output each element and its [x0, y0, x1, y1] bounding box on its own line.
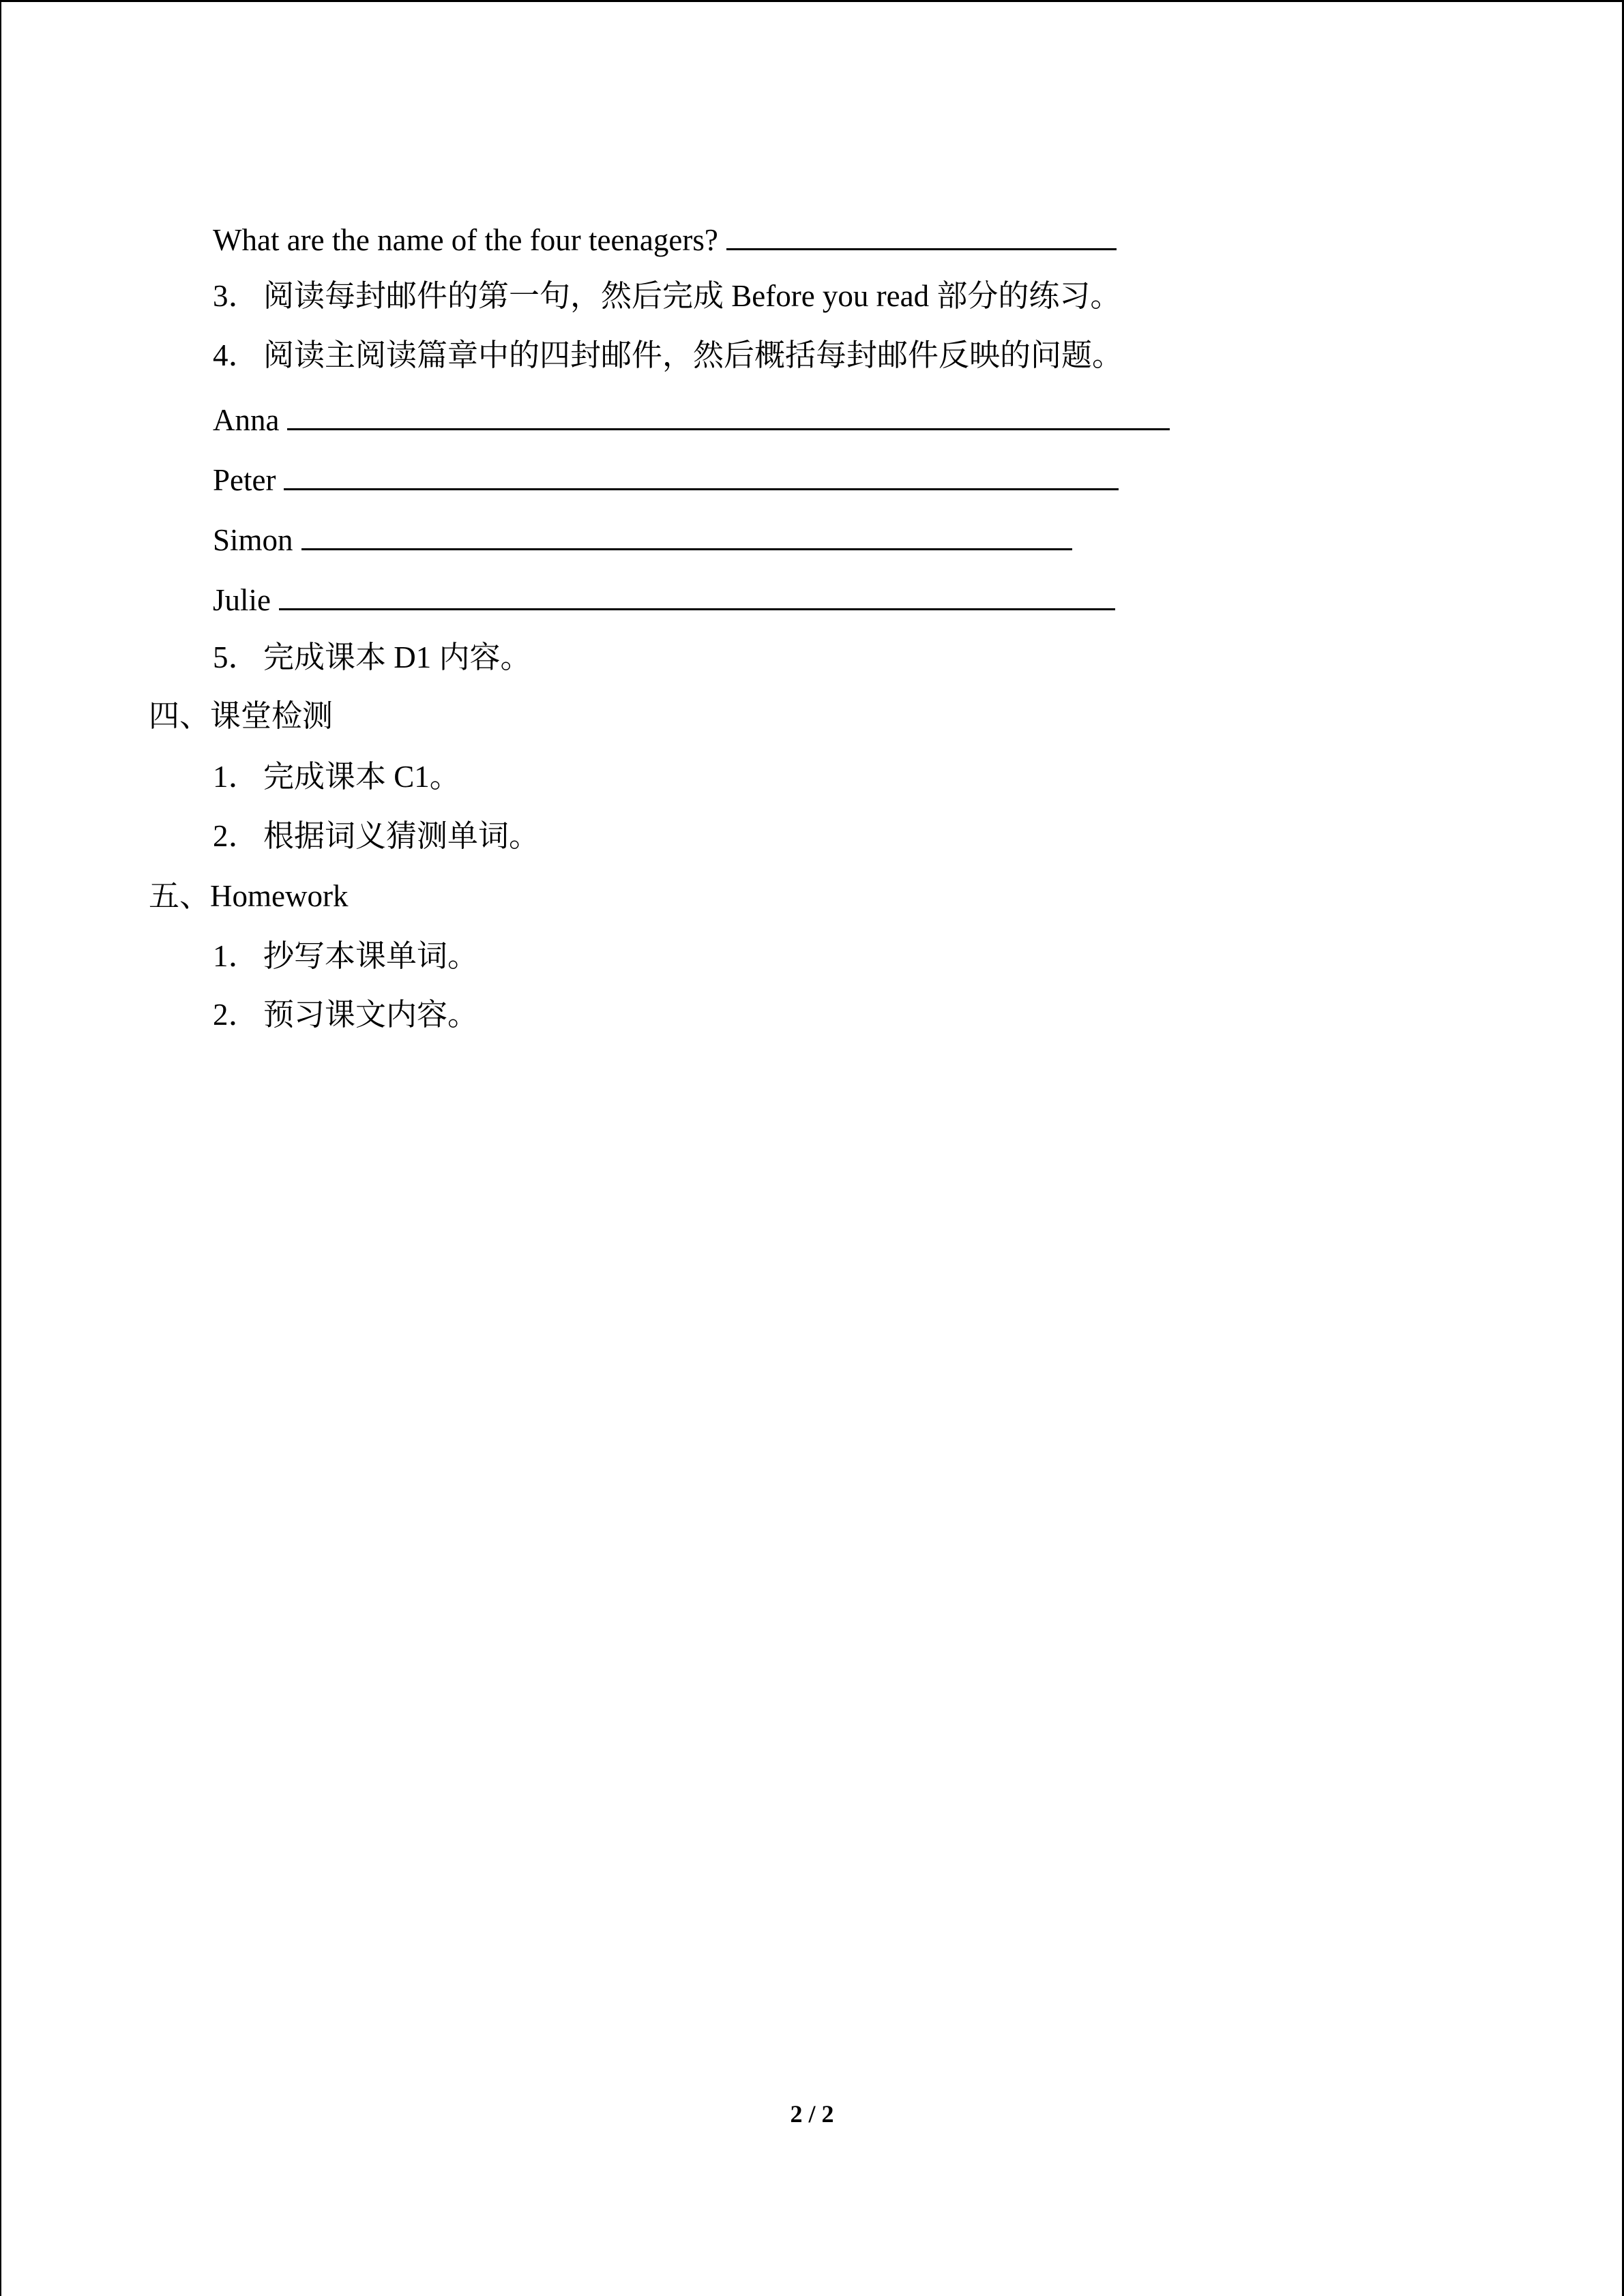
- step-text: 完成课本 D1 内容。: [263, 640, 531, 674]
- item-number: 2．: [213, 819, 259, 853]
- section-heading: 四、课堂检测: [149, 699, 334, 733]
- step-text: 阅读主阅读篇章中的四封邮件，然后概括每封邮件反映的问题。: [263, 338, 1123, 372]
- item-text: 抄写本课单词。: [263, 939, 479, 973]
- step-4: [213, 335, 1123, 376]
- list-item: [213, 816, 540, 856]
- name-label: Julie: [213, 583, 271, 617]
- item-number: 1．: [213, 939, 259, 973]
- step-number: 3．: [213, 279, 259, 313]
- step-number: 5．: [213, 640, 259, 674]
- name-label: Peter: [213, 463, 276, 497]
- name-line-simon: [213, 518, 1072, 559]
- name-label: Anna: [213, 403, 280, 437]
- name-line-anna: [213, 398, 1170, 439]
- list-item: [213, 936, 478, 976]
- step-number: 4．: [213, 338, 259, 372]
- answer-blank[interactable]: [726, 218, 1117, 250]
- item-number: 2．: [213, 998, 259, 1032]
- answer-blank[interactable]: [284, 458, 1119, 490]
- question-text: What are the name of the four teenagers?: [213, 223, 718, 257]
- item-number: 1．: [213, 760, 259, 794]
- answer-blank[interactable]: [279, 578, 1115, 610]
- step-text: 阅读每封邮件的第一句，然后完成 Before you read 部分的练习。: [263, 279, 1121, 313]
- name-line-peter: [213, 458, 1119, 499]
- section-heading: 五、Homework: [149, 879, 349, 913]
- step-3: [213, 275, 1121, 316]
- item-text: 预习课文内容。: [263, 998, 479, 1032]
- item-text: 根据词义猜测单词。: [263, 819, 540, 853]
- list-item: [213, 756, 460, 797]
- answer-blank[interactable]: [287, 398, 1170, 430]
- name-line-julie: [213, 578, 1115, 619]
- list-item: [213, 994, 478, 1035]
- name-label: Simon: [213, 523, 293, 557]
- answer-blank[interactable]: [301, 518, 1072, 550]
- step-5: [213, 637, 531, 678]
- item-text: 完成课本 C1。: [263, 760, 460, 794]
- question-line: [213, 218, 1117, 259]
- page-number: 2 / 2: [790, 2100, 834, 2128]
